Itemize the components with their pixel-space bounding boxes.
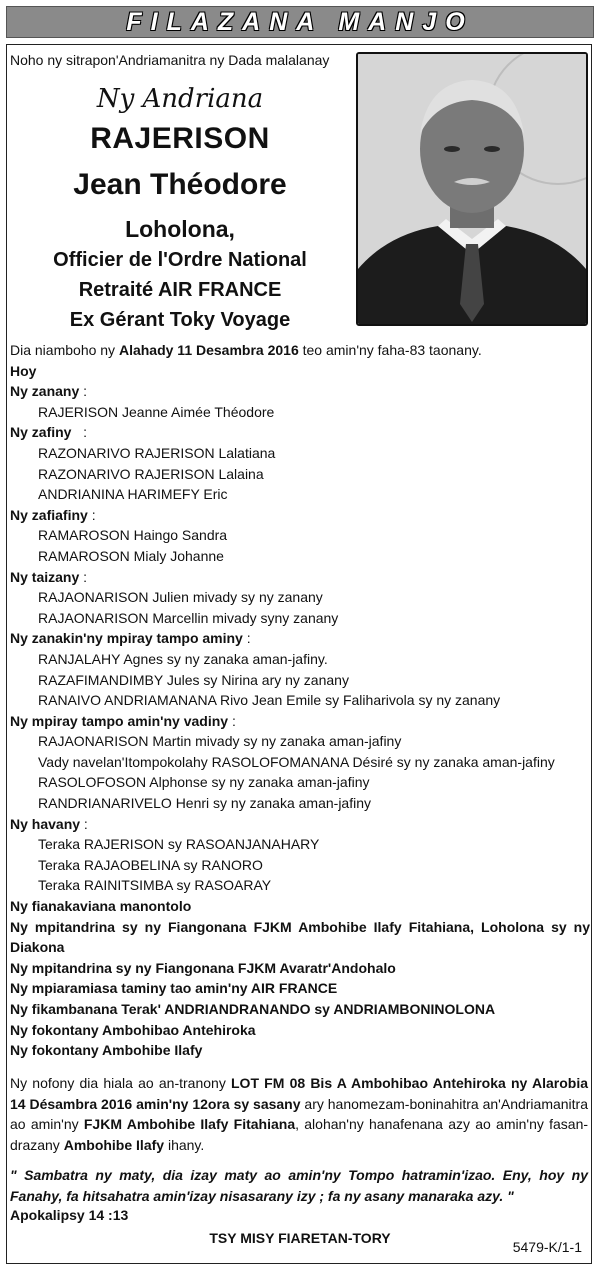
group-heading: Ny zafiny : xyxy=(10,424,88,441)
group-member: RANJALAHY Agnes sy ny zanaka aman-jafiny. xyxy=(38,650,328,667)
group-member: RAJAONARISON Martin mivady sy ny zanaka aman-jafiny xyxy=(38,733,402,750)
footer-note: TSY MISY FIARETAN-TORY xyxy=(209,1230,391,1246)
group-heading: Ny mpiray tampo amin'ny vadiny : xyxy=(10,712,236,729)
portrait-photo xyxy=(356,52,588,326)
notice-header xyxy=(6,6,594,38)
group-heading: Ny havany : xyxy=(10,815,88,832)
group-heading: Ny zanany : xyxy=(10,383,88,400)
quote-reference: Apokalipsy 14 :13 xyxy=(10,1207,129,1223)
group-member: Teraka RAINITSIMBA sy RASOARAY xyxy=(38,877,272,894)
group-member: RAJAONARISON Marcellin mivady syny zanany xyxy=(38,609,339,626)
group-member: RAZAFIMANDIMBY Jules sy Nirina ary ny zanany xyxy=(38,671,349,688)
death-announcement: Dia niamboho ny Alahady 11 Desambra 2016 teo amin'ny faha-83 taonany. xyxy=(10,342,482,358)
group-member: RANAIVO ANDRIAMANANA Rivo Jean Emile sy Faliharivola sy ny zanany xyxy=(38,692,501,709)
other-mourner: Ny fianakaviana manontolo xyxy=(10,898,192,915)
other-mourner: Ny fokontany Ambohibao Antehiroka xyxy=(10,1021,256,1038)
group-member: RAMAROSON Mialy Johanne xyxy=(38,547,224,564)
group-member: ANDRIANINA HARIMEFY Eric xyxy=(38,486,228,503)
role-1: Loholona, xyxy=(125,216,235,242)
group-member: RASOLOFOSON Alphonse sy ny zanaka aman-jafiny xyxy=(38,774,370,791)
group-member: RAMAROSON Haingo Sandra xyxy=(38,527,228,544)
group-member: RAJERISON Jeanne Aimée Théodore xyxy=(38,403,275,420)
death-date: Alahady 11 Desambra 2016 xyxy=(118,342,299,358)
group-heading: Ny taizany : xyxy=(10,568,88,585)
portrait-icon xyxy=(358,54,586,324)
given-names: Jean Théodore xyxy=(73,168,287,201)
role-4: Ex Gérant Toky Voyage xyxy=(69,309,291,331)
group-member: RAZONARIVO RAJERISON Lalatiana xyxy=(38,444,276,461)
group-member: RANDRIANARIVELO Henri sy ny zanaka aman-jafiny xyxy=(38,795,372,812)
role-3: Retraité AIR FRANCE xyxy=(78,279,282,301)
group-heading: Ny zafiafiny : xyxy=(10,506,96,523)
role-2: Officier de l'Ordre National xyxy=(53,249,307,271)
hoy-label: Hoy xyxy=(10,362,37,379)
intro-text: Noho ny sitrapon'Andriamanitra ny Dada malalanay xyxy=(10,52,330,68)
bible-quote: " Sambatra ny maty, dia izay maty ao amin'ny Tompo hatramin'izao. Eny, hoy ny Fanahy, fa hitsahatra amin'izay nisasarany izy ; fa ny asany manaraka azy. " xyxy=(10,1167,588,1204)
group-member: RAJAONARISON Julien mivady sy ny zanany xyxy=(38,589,323,606)
group-member: RAZONARIVO RAJERISON Lalaina xyxy=(38,465,264,482)
funeral-details: Ny nofony dia hiala ao an-tranony LOT FM 08 Bis A Ambohibao Antehiroka ny Alarobia 14 Désambra 2016 amin'ny 12ora sy sasany ary hanomezam-boninahitra an'Andriamanitra ao amin'ny FJKM Ambohibe Ilafy Fitahiana, alohan'ny hanafenana azy ao amin'ny fasan-drazany Ambohibe Ilafy ihany. xyxy=(10,1075,589,1153)
group-member: Teraka RAJAOBELINA sy RANORO xyxy=(38,856,263,873)
group-heading: Ny zanakin'ny mpiray tampo aminy : xyxy=(10,630,251,647)
other-mourner: Ny fokontany Ambohibe Ilafy xyxy=(10,1042,203,1059)
family-list xyxy=(10,340,590,1061)
other-mourner: Ny mpiaramiasa taminy tao amin'ny AIR FRANCE xyxy=(10,980,338,997)
honorific: Ny Andriana xyxy=(96,84,264,114)
group-member: Vady navelan'Itompokolahy RASOLOFOMANANA Désiré sy ny zanaka aman-jafiny xyxy=(38,753,555,770)
notice-code: 5479-K/1-1 xyxy=(512,1239,582,1255)
notice-title: FILAZANA MANJO xyxy=(126,7,474,36)
other-mourner: Ny fikambanana Terak' ANDRIANDRANANDO sy ANDRIAMBONINOLONA xyxy=(10,1001,496,1017)
group-member: Teraka RAJERISON sy RASOANJANAHARY xyxy=(38,836,320,853)
surname: RAJERISON xyxy=(90,122,270,155)
other-mourner: Ny mpitandrina sy ny Fiangonana FJKM Ambohibe Ilafy Fitahiana, Loholona sy ny Diakona xyxy=(10,918,590,956)
other-mourner: Ny mpitandrina sy ny Fiangonana FJKM Avaratr'Andohalo xyxy=(10,959,396,976)
